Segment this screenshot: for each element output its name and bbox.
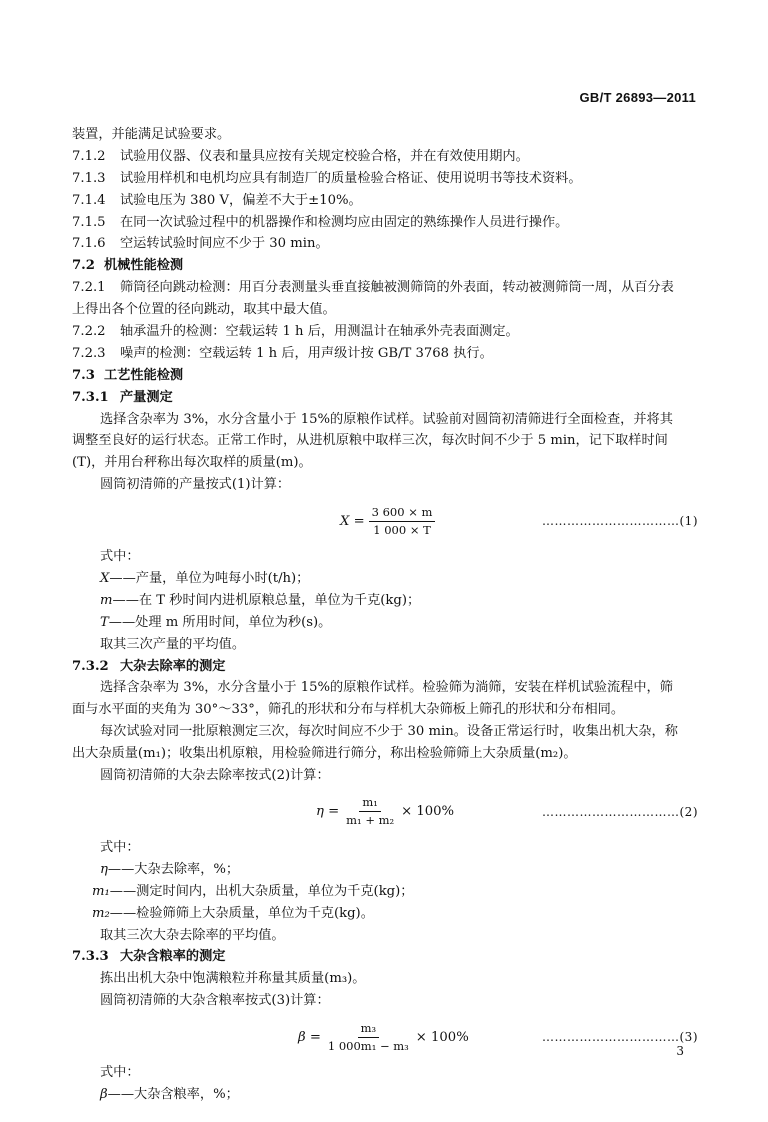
- clause-7-1-4: [72, 190, 698, 212]
- formula-1: [72, 500, 698, 542]
- variable-text: ——大杂去除率，%；: [107, 861, 240, 877]
- section-heading-7-3: [72, 365, 698, 387]
- variable-definition: [72, 590, 698, 612]
- subsection-heading-7-3-3: [72, 946, 698, 968]
- variable-text: ——测定时间内，出机大杂质量，单位为千克(kg)；: [109, 883, 414, 899]
- where-label: 式中：: [100, 839, 140, 855]
- variable-text: ——检验筛筛上大杂质量，单位为千克(kg)。: [109, 905, 374, 921]
- where-label: 式中：: [100, 549, 140, 565]
- variable-definition: [72, 881, 698, 903]
- fraction: [325, 1021, 412, 1054]
- clause-7-1-6: [72, 233, 698, 255]
- formula-3: [72, 1016, 698, 1058]
- equation-number: ……………………………(1): [542, 514, 698, 529]
- paragraph-line: 每次试验对同一批原粮测定三次，每次时间应不少于 30 min。设备正常运行时，收集出机大杂，称: [100, 724, 678, 740]
- paragraph-line: 拣出出机大杂中饱满粮粒并称量其质量(m₃)。: [100, 971, 366, 987]
- clause-number: 7.3.1: [72, 389, 109, 405]
- fraction-numerator: 3 600 × m: [369, 505, 436, 522]
- clause-text: 筛筒径向跳动检测：用百分表测量头垂直接触被测筛筒的外表面，转动被测筛筒一周，从百分表: [120, 280, 674, 296]
- subsection-heading-7-3-1: [72, 387, 698, 409]
- equation-number: ……………………………(2): [542, 804, 698, 819]
- variable-text: ——大杂含粮率，%；: [107, 1086, 239, 1102]
- paragraph-line: 取其三次大杂去除率的平均值。: [100, 927, 285, 943]
- variable-text: ——产量，单位为吨每小时(t/h)；: [109, 571, 310, 587]
- paragraph-line: 选择含杂率为 3%，水分含量小于 15%的原粮作试样。试验前对圆筒初清筛进行全面检查，并将其: [100, 411, 673, 427]
- page-number: 3: [676, 1044, 684, 1058]
- section-number: 7.2: [72, 258, 95, 274]
- clause-number: 7.1.5: [72, 214, 106, 230]
- variable-text: ——处理 m 所用时间，单位为秒(s)。: [108, 614, 332, 630]
- variable-definition: [72, 903, 698, 925]
- subsection-title: 大杂含粮率的测定: [120, 949, 226, 965]
- section-title: 工艺性能检测: [104, 367, 184, 383]
- fraction-numerator: m₁: [359, 795, 381, 812]
- paragraph-line: 圆筒初清筛的大杂含粮率按式(3)计算：: [100, 993, 330, 1009]
- paragraph-line: 圆筒初清筛的产量按式(1)计算：: [100, 477, 291, 493]
- clause-7-2-3: [72, 343, 698, 365]
- fraction-denominator: 1 000 × T: [373, 522, 431, 537]
- paragraph-line: 出大杂质量(m₁)；收集出机原粮，用检验筛进行筛分，称出检验筛筛上大杂质量(m₂)。: [72, 746, 577, 762]
- section-number: 7.3: [72, 367, 95, 383]
- formula-lhs: X =: [340, 513, 365, 529]
- variable-symbol: η: [100, 861, 108, 877]
- clause-number: 7.3.3: [72, 949, 109, 965]
- clause-number: 7.3.2: [72, 658, 109, 674]
- variable-symbol: X: [100, 571, 110, 587]
- subsection-heading-7-3-2: [72, 656, 698, 678]
- formula-lhs: β =: [298, 1029, 321, 1045]
- equation-number: ……………………………(3): [542, 1030, 698, 1045]
- paragraph-line: 圆筒初清筛的大杂去除率按式(2)计算：: [100, 768, 330, 784]
- document-body: [72, 124, 698, 1106]
- where-label: 式中：: [100, 1065, 140, 1081]
- subsection-title: 大杂去除率的测定: [120, 658, 226, 674]
- paragraph-line: 取其三次产量的平均值。: [100, 636, 246, 652]
- text-line: 上得出各个位置的径向跳动，取其中最大值。: [72, 302, 336, 318]
- clause-number: 7.1.4: [72, 192, 106, 208]
- clause-7-2-2: [72, 321, 698, 343]
- paragraph-line: (T)，并用台秤称出每次取样的质量(m)。: [72, 455, 312, 471]
- formula-rhs: × 100%: [401, 804, 455, 820]
- section-heading-7-2: [72, 255, 698, 277]
- clause-number: 7.1.2: [72, 148, 106, 164]
- variable-definition: [72, 859, 698, 881]
- fraction: [369, 505, 436, 538]
- clause-7-1-3: [72, 168, 698, 190]
- paragraph-line: 选择含杂率为 3%，水分含量小于 15%的原粮作试样。检验筛为淌筛，安装在样机试验流程中，筛: [100, 680, 673, 696]
- variable-symbol: m₂: [92, 905, 110, 921]
- clause-text: 在同一次试验过程中的机器操作和检测均应由固定的熟练操作人员进行操作。: [120, 214, 569, 230]
- variable-definition: [72, 612, 698, 634]
- clause-number: 7.1.3: [72, 170, 106, 186]
- paragraph-line: 调整至良好的运行状态。正常工作时，从进机原粮中取样三次，每次时间不少于 5 min，记下取样时间: [72, 433, 668, 449]
- variable-symbol: m: [100, 592, 113, 608]
- clause-7-2-1: [72, 277, 698, 299]
- variable-symbol: T: [100, 614, 109, 630]
- clause-number: 7.2.3: [72, 345, 106, 361]
- fraction: [343, 795, 397, 828]
- clause-text: 噪声的检测：空载运转 1 h 后，用声级计按 GB/T 3768 执行。: [120, 345, 493, 361]
- clause-text: 试验用样机和电机均应具有制造厂的质量检验合格证、使用说明书等技术资料。: [120, 170, 582, 186]
- variable-definition: [72, 1084, 698, 1106]
- clause-number: 7.2.2: [72, 324, 106, 340]
- clause-7-1-2: [72, 146, 698, 168]
- clause-number: 7.2.1: [72, 280, 106, 296]
- clause-number: 7.1.6: [72, 236, 106, 252]
- variable-definition: [72, 568, 698, 590]
- formula-rhs: × 100%: [415, 1029, 469, 1045]
- clause-text: 试验用仪器、仪表和量具应按有关规定校验合格，并在有效使用期内。: [120, 148, 529, 164]
- fraction-denominator: m₁ + m₂: [346, 813, 395, 828]
- fraction-numerator: m₃: [358, 1021, 380, 1038]
- clause-text: 轴承温升的检测：空载运转 1 h 后，用测温计在轴承外壳表面测定。: [120, 324, 519, 340]
- variable-symbol: β: [100, 1086, 108, 1102]
- formula-2: [72, 791, 698, 833]
- clause-text: 试验电压为 380 V，偏差不大于±10%。: [120, 192, 362, 208]
- paragraph-line: 面与水平面的夹角为 30°～33°，筛孔的形状和分布与样机大杂筛板上筛孔的形状和分布相同。: [72, 702, 625, 718]
- section-title: 机械性能检测: [104, 258, 184, 274]
- formula-lhs: η =: [316, 804, 340, 820]
- text-line: 装置，并能满足试验要求。: [72, 127, 231, 142]
- variable-symbol: m₁: [92, 883, 110, 899]
- variable-text: ——在 T 秒时间内进机原粮总量，单位为千克(kg)；: [112, 592, 421, 608]
- standard-code: GB/T 26893—2011: [579, 90, 696, 105]
- fraction-denominator: 1 000m₁ − m₃: [327, 1038, 409, 1053]
- subsection-title: 产量测定: [120, 389, 173, 405]
- clause-7-1-5: [72, 212, 698, 234]
- clause-text: 空运转试验时间应不少于 30 min。: [120, 236, 329, 252]
